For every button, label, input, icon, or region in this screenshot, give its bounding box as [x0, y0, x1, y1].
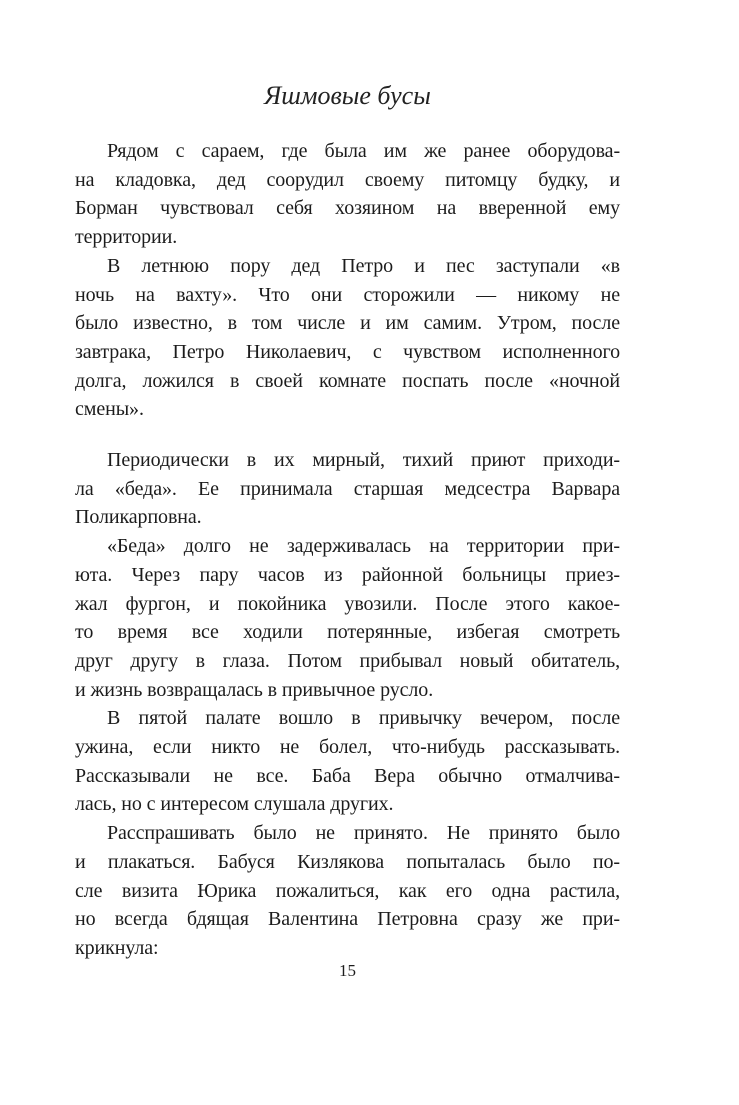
- text-line: сле визита Юрика пожалиться, как его одна растила,: [75, 879, 620, 902]
- paragraph: [75, 446, 620, 532]
- text-line: но всегда бдящая Валентина Петровна сразу же при-: [75, 908, 620, 931]
- text-line: Периодически в их мирный, тихий приют приходи-: [107, 449, 620, 472]
- running-title: Яшмовые бусы: [264, 81, 431, 110]
- text-line: лась, но с интересом слушала других.: [75, 793, 394, 816]
- page-number: 15: [339, 961, 356, 980]
- text-line: было известно, в том числе и им самим. Утром, после: [75, 312, 620, 335]
- text-line: Рядом с сараем, где была им же ранее оборудова-: [107, 140, 620, 162]
- text-line: завтрака, Петро Николаевич, с чувством исполненного: [75, 340, 620, 363]
- text-line: на кладовка, дед соорудил своему питомцу будку, и: [75, 168, 620, 191]
- text-line: Борман чувствовал себя хозяином на вверенной ему: [75, 197, 620, 220]
- text-line: В пятой палате вошло в привычку вечером, после: [107, 707, 620, 730]
- text-line: территории.: [75, 226, 178, 249]
- paragraph: [75, 252, 620, 424]
- text-line: Поликарповна.: [75, 506, 202, 529]
- text-line: юта. Через пару часов из районной больницы приез-: [75, 563, 620, 586]
- paragraph: [75, 819, 620, 963]
- text-line: и жизнь возвращалась в привычное русло.: [75, 678, 434, 701]
- text-line: ла «беда». Ее принимала старшая медсестра Варвара: [75, 477, 620, 500]
- text-line: Рассказывали не все. Баба Вера обычно отмалчива-: [75, 764, 620, 787]
- text-line: ночь на вахту». Что они сторожили — никому не: [75, 283, 620, 306]
- text-line: друг другу в глаза. Потом прибывал новый обитатель,: [75, 649, 620, 672]
- text-line: «Беда» долго не задерживалась на территории при-: [107, 535, 620, 558]
- text-line: и плакаться. Бабуся Кизлякова попыталась было по-: [75, 850, 620, 873]
- paragraph: [75, 532, 620, 704]
- text-line: ужина, если никто не болел, что-нибудь рассказывать.: [75, 736, 620, 759]
- text-line: то время все ходили потерянные, избегая смотреть: [75, 621, 620, 644]
- text-line: В летнюю пору дед Петро и пес заступали «в: [107, 254, 620, 277]
- text-line: Расспрашивать было не принято. Не принято было: [107, 822, 620, 845]
- text-line: долга, ложился в своей комнате поспать после «ночной: [75, 369, 620, 392]
- text-line: жал фургон, и покойника увозили. После этого какое-: [75, 592, 620, 615]
- paragraph: [75, 137, 620, 252]
- paragraph: [75, 704, 620, 819]
- text-block: [75, 137, 620, 963]
- text-line: крикнула:: [75, 936, 159, 959]
- text-line: смены».: [75, 398, 144, 421]
